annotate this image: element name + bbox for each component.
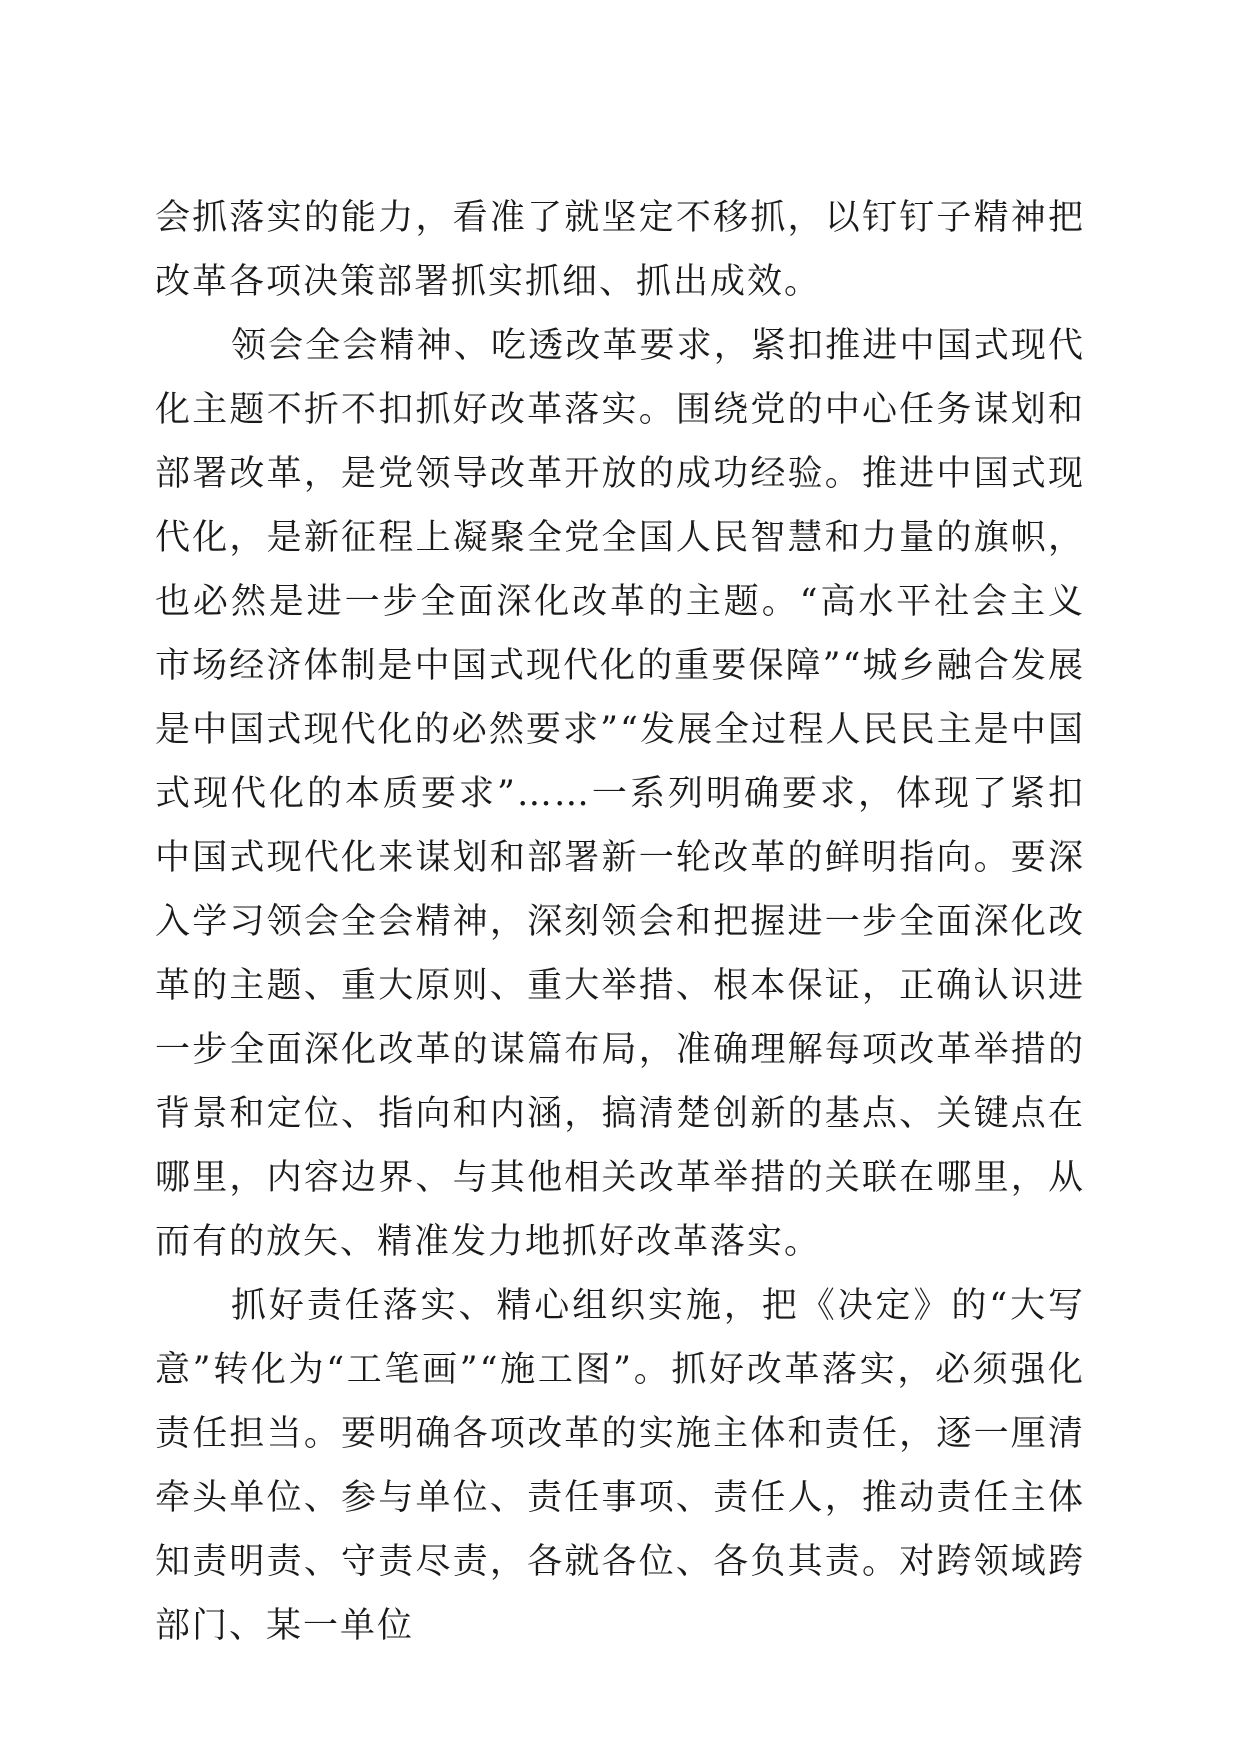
document-body: [155, 186, 1085, 1658]
paragraph-continuation: 会抓落实的能力，看准了就坚定不移抓，以钉钉子精神把改革各项决策部署抓实抓细、抓出成效。: [155, 198, 1085, 302]
paragraph-responsibility: 抓好责任落实、精心组织实施，把《决定》的“大写意”转化为“工笔画”“施工图”。抓好改革落实，必须强化责任担当。要明确各项改革的实施主体和责任，逐一厘清牵头单位、参与单位、责任事项、责任人，推动责任主体知责明责、守责尽责，各就各位、各负其责。对跨领域跨部门、某一单位: [155, 1286, 1085, 1646]
paragraph-reform-theme: 领会全会精神、吃透改革要求，紧扣推进中国式现代化主题不折不扣抓好改革落实。围绕党的中心任务谋划和部署改革，是党领导改革开放的成功经验。推进中国式现代化，是新征程上凝聚全党全国人民智慧和力量的旗帜，也必然是进一步全面深化改革的主题。“高水平社会主义市场经济体制是中国式现代化的重要保障”“城乡融合发展是中国式现代化的必然要求”“发展全过程人民民主是中国式现代化的本质要求”……一系列明确要求，体现了紧扣中国式现代化来谋划和部署新一轮改革的鲜明指向。要深入学习领会全会精神，深刻领会和把握进一步全面深化改革的主题、重大原则、重大举措、根本保证，正确认识进一步全面深化改革的谋篇布局，准确理解每项改革举措的背景和定位、指向和内涵，搞清楚创新的基点、关键点在哪里，内容边界、与其他相关改革举措的关联在哪里，从而有的放矢、精准发力地抓好改革落实。: [155, 326, 1085, 1262]
